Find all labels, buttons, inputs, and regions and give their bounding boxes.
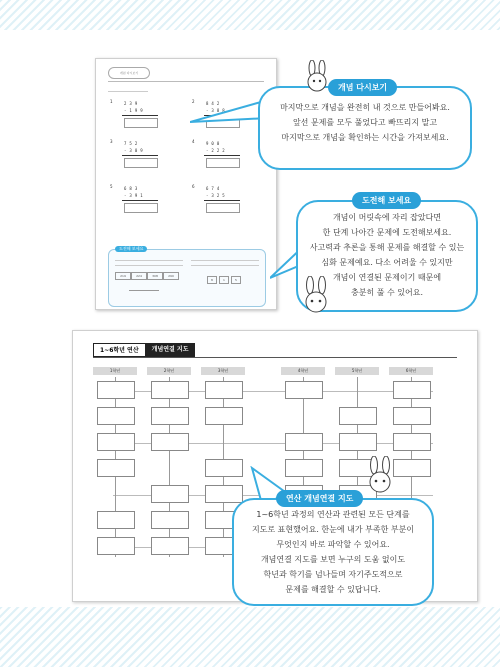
grade-column-2: 2학년: [147, 367, 191, 601]
map-node-box: [97, 537, 135, 555]
map-node-box: [205, 407, 243, 425]
top-stripe-decoration: [0, 0, 500, 30]
map-node-box: [205, 381, 243, 399]
map-node-box: [393, 381, 431, 399]
map-line-2: 지도로 표현했어요. 한눈에 내가 부족한 부분이: [251, 525, 415, 534]
worksheet-tag: 개념 다시보기: [108, 67, 150, 79]
map-node-box: [393, 433, 431, 451]
map-node-box: [151, 407, 189, 425]
review-callout-label: 개념 다시보기: [328, 79, 397, 96]
grade-column-1: 1학년: [93, 367, 137, 601]
grade-column-6: 6학년: [389, 367, 433, 601]
divider: [108, 81, 264, 82]
review-line-1: 마지막으로 개념을 완전히 내 것으로 만들어봐요.: [280, 103, 450, 112]
map-node-box: [97, 407, 135, 425]
grade-column-5: 5학년: [335, 367, 379, 601]
grade-column-4: 4학년: [281, 367, 325, 601]
review-line-2: 앞선 문제를 모두 풀었다고 빠뜨리지 말고: [292, 118, 438, 127]
challenge-callout-label: 도전해 보세요: [352, 192, 421, 209]
map-node-box: [151, 537, 189, 555]
map-node-box: [339, 407, 377, 425]
concept-map-title-left: 1~6학년 연산: [93, 343, 146, 357]
concept-map-header: [93, 343, 195, 357]
map-node-box: [151, 381, 189, 399]
map-node-box: [97, 511, 135, 529]
problem-3: 3 752 -309: [110, 139, 180, 179]
rabbit-mascot-icon: [360, 456, 400, 496]
problem-5: 5 683 -391: [110, 184, 180, 224]
challenge-line-3: 사고력과 추론을 통해 문제를 해결할 수 있는: [309, 243, 465, 252]
map-node-box: [97, 381, 135, 399]
review-line-3: 마지막으로 개념을 확인하는 시간을 가져보세요.: [281, 133, 449, 142]
map-node-box: [205, 485, 243, 503]
challenge-section: 도전해 보세요 219 224 308 290 8 1 5: [108, 249, 266, 307]
challenge-line-4: 심화 문제예요. 다소 어려울 수 있지만: [321, 258, 453, 267]
map-line-5: 학년과 학기를 넘나들며 자기주도적으로: [263, 570, 403, 579]
map-node-box: [97, 433, 135, 451]
map-node-box: [285, 459, 323, 477]
map-node-box: [285, 381, 323, 399]
divider: [108, 91, 148, 92]
bottom-stripe-decoration: [0, 607, 500, 667]
rabbit-mascot-icon: [300, 60, 334, 94]
challenge-line-2: 한 단계 나아간 문제에 도전해보세요.: [322, 228, 452, 237]
concept-map-title-right: 개념연결 지도: [146, 343, 195, 357]
map-node-box: [339, 433, 377, 451]
map-line-1: 1~6학년 과정의 연산과 관련된 모든 단계를: [256, 510, 410, 519]
map-node-box: [393, 407, 431, 425]
map-node-box: [285, 433, 323, 451]
map-callout-label: 연산 개념연결 지도: [276, 490, 363, 507]
grade-column-3: 3학년: [201, 367, 245, 601]
challenge-line-6: 충분히 풀 수 있어요.: [351, 288, 423, 297]
map-line-4: 개념연결 지도를 보면 누구의 도움 없이도: [260, 555, 406, 564]
worksheet-page: [95, 58, 277, 310]
challenge-line-5: 개념이 연결된 문제이기 때문에: [332, 273, 442, 282]
map-line-6: 문제를 해결할 수 있답니다.: [285, 585, 381, 594]
map-node-box: [151, 433, 189, 451]
map-node-box: [151, 485, 189, 503]
map-callout: [232, 498, 434, 606]
map-connector: [169, 377, 170, 557]
map-node-box: [97, 459, 135, 477]
map-node-box: [205, 459, 243, 477]
challenge-title: 도전해 보세요: [115, 246, 147, 252]
divider: [93, 357, 457, 358]
problem-6: 6 674 -325: [192, 184, 262, 224]
challenge-line-1: 개념이 머릿속에 자리 잡았다면: [332, 213, 442, 222]
problem-1: 1 239 -199: [110, 99, 180, 139]
problem-2: 2 842 -388: [192, 99, 262, 139]
review-callout: [258, 86, 472, 170]
map-line-3: 무엇인지 바로 파악할 수 있어요.: [276, 540, 390, 549]
rabbit-mascot-icon: [296, 276, 336, 316]
map-node-box: [151, 511, 189, 529]
problem-4: 4 900 -222: [192, 139, 262, 179]
